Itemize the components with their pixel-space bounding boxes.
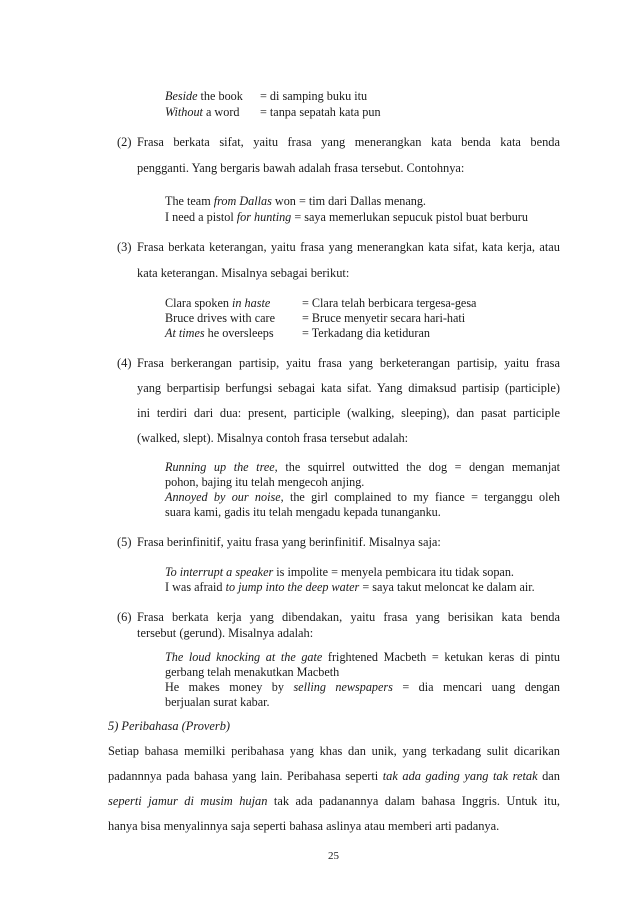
list-number: (6)	[117, 610, 132, 624]
paragraph-line: Setiap bahasa memilki peribahasa yang khas dan unik, yang terkadang sulit dicarikan	[108, 744, 560, 758]
example-translation: = tanpa sepatah kata pun	[260, 105, 381, 119]
example-line: pohon, bajing itu telah mengecoh anjing.	[165, 475, 365, 489]
list-number: (2)	[117, 135, 132, 149]
example-line: The team from Dallas won = tim dari Dallas menang.	[165, 194, 426, 208]
example-line: I was afraid to jump into the deep water = saya takut meloncat ke dalam air.	[165, 580, 535, 594]
body-line: kata keterangan. Misalnya sebagai berikut:	[137, 266, 350, 280]
example-line: gerbang telah menakutkan Macbeth	[165, 665, 340, 679]
example-line: Bruce drives with care	[165, 311, 275, 325]
example-line: Annoyed by our noise, the girl complained to my fiance = terganggu oleh	[165, 490, 560, 504]
list-number: (4)	[117, 356, 132, 370]
body-line: Frasa berinfinitif, yaitu frasa yang berinfinitif. Misalnya saja:	[137, 535, 441, 549]
body-line: Frasa berkata keterangan, yaitu frasa yang menerangkan kata sifat, kata kerja, atau	[137, 240, 560, 254]
example-line: Without a word	[165, 105, 240, 119]
body-line: Frasa berkata kerja yang dibendakan, yaitu frasa yang berisikan kata benda	[137, 610, 560, 624]
page-number: 25	[328, 850, 339, 862]
example-translation: = Clara telah berbicara tergesa-gesa	[302, 296, 477, 310]
section-heading: 5) Peribahasa (Proverb)	[108, 719, 231, 733]
body-line: tersebut (gerund). Misalnya adalah:	[137, 626, 314, 640]
example-line: suara kami, gadis itu telah mengadu kepada tunanganku.	[165, 505, 441, 519]
body-line: Frasa berkata sifat, yaitu frasa yang menerangkan kata benda kata benda	[137, 135, 560, 149]
body-line: pengganti. Yang bergaris bawah adalah frasa tersebut. Contohnya:	[137, 161, 465, 175]
example-line: At times he oversleeps	[165, 326, 274, 340]
example-line: To interrupt a speaker is impolite = menyela pembicara itu tidak sopan.	[165, 565, 514, 579]
paragraph-line: hanya bisa menyalinnya saja seperti bahasa aslinya atau memberi arti padanya.	[108, 819, 500, 833]
example-translation: = Terkadang dia ketiduran	[302, 326, 430, 340]
list-number: (3)	[117, 240, 132, 254]
paragraph-line: seperti jamur di musim hujan tak ada padanannya dalam bahasa Inggris. Untuk itu,	[108, 794, 561, 808]
example-translation: = Bruce menyetir secara hari-hati	[302, 311, 466, 325]
example-translation: = di samping buku itu	[260, 89, 368, 103]
paragraph-line: padannnya pada bahasa yang lain. Peribahasa seperti tak ada gading yang tak retak dan	[108, 769, 560, 783]
example-line: He makes money by selling newspapers = dia mencari uang dengan	[165, 680, 560, 694]
body-line: ini terdiri dari dua: present, participle (walking, sleeping), dan pasat participle	[137, 406, 560, 420]
example-line: berjualan surat kabar.	[165, 695, 270, 709]
body-line: (walked, slept). Misalnya contoh frasa tersebut adalah:	[137, 431, 409, 445]
example-line: I need a pistol for hunting = saya memerlukan sepucuk pistol buat berburu	[165, 210, 528, 224]
example-line: The loud knocking at the gate frightened Macbeth = ketukan keras di pintu	[165, 650, 560, 664]
example-line: Clara spoken in haste	[165, 296, 271, 310]
list-number: (5)	[117, 535, 132, 549]
body-line: Frasa berkerangan partisip, yaitu frasa yang berketerangan partisip, yaitu frasa	[137, 356, 560, 370]
body-line: yang berpartisip berfungsi sebagai kata sifat. Yang dimaksud partisip (participle)	[137, 381, 560, 395]
example-line: Beside the book	[165, 89, 243, 103]
example-line: Running up the tree, the squirrel outwitted the dog = dengan memanjat	[165, 460, 560, 474]
